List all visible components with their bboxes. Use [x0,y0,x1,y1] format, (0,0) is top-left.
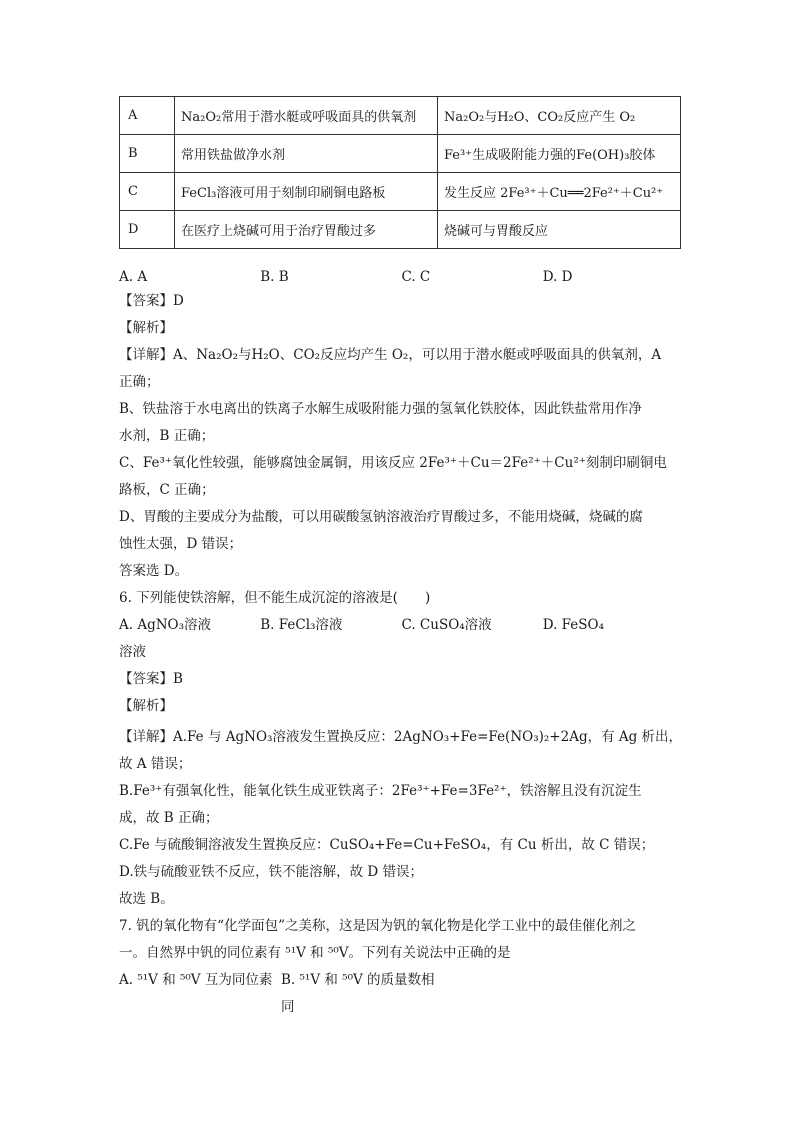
q5-detail-line: 正确； [119,374,160,390]
row-label: C [120,173,175,211]
q5-detail-line: 答案选 D。 [119,563,189,579]
row-explanation: Fe³⁺生成吸附能力强的Fe(OH)₃胶体 [438,135,681,173]
row-label: A [120,97,175,135]
q6-detail-line: 故 A 错误； [119,756,192,772]
row-explanation: 烧碱可与胃酸反应 [438,211,681,249]
row-statement: FeCl₃溶液可用于刻制印刷铜电路板 [175,173,438,211]
option-b: B. ⁵¹V 和 ⁵⁰V 的质量数相同 [281,972,435,1015]
q6-answer: 【答案】B [119,671,183,687]
option-a: A. ⁵¹V 和 ⁵⁰V 互为同位素 [119,972,273,988]
q6-detail-line: D.铁与硫酸亚铁不反应，铁不能溶解，故 D 错误； [119,864,424,880]
table-row [120,135,681,173]
q5-answer: 【答案】D [119,293,184,309]
row-explanation: 发生反应 2Fe³⁺＋Cu══2Fe²⁺＋Cu²⁺ [438,173,681,211]
q7-stem-line: 一。自然界中钒的同位素有 ⁵¹V 和 ⁵⁰V。下列有关说法中正确的是 [119,945,511,961]
q6-analysis-heading: 【解析】 [119,698,173,714]
option-d: D. D [542,269,573,285]
q5-detail-line: D、胃酸的主要成分为盐酸，可以用碳酸氢钠溶液治疗胃酸过多，不能用烧碱，烧碱的腐 [119,509,643,525]
q6-detail-line: 故选 B。 [119,891,174,907]
row-statement: Na₂O₂常用于潜水艇或呼吸面具的供氧剂 [175,97,438,135]
options-table [119,96,681,249]
q7-stem-line: 7. 钒的氧化物有“化学面包”之美称，这是因为钒的氧化物是化学工业中的最佳催化剂之 [119,918,636,934]
table-row [120,173,681,211]
option-a: A. AgNO₃溶液 [119,617,212,633]
option-c: C. CuSO₄溶液 [401,617,492,633]
q6-options-tail: 溶液 [119,644,146,660]
q5-detail-line: 水剂，B 正确； [119,428,215,444]
q5-analysis-heading: 【解析】 [119,320,173,336]
row-label: B [120,135,175,173]
option-d: D. FeSO₄ [542,617,605,633]
q7-options [119,967,684,1021]
option-b: B. FeCl₃溶液 [260,617,343,633]
q5-detail-line: 路板，C 正确； [119,482,215,498]
page [119,96,684,1021]
row-statement: 在医疗上烧碱可用于治疗胃酸过多 [175,211,438,249]
q6-detail-line: 【详解】A.Fe 与 AgNO₃溶液发生置换反应：2AgNO₃+Fe=Fe(NO₃)₂+2Ag，有 Ag 析出， [119,729,683,745]
option-a: A. A [119,269,148,285]
row-explanation: Na₂O₂与H₂O、CO₂反应产生 O₂ [438,97,681,135]
table-row [120,211,681,249]
row-statement: 常用铁盐做净水剂 [175,135,438,173]
q5-detail-line: 蚀性太强，D 错误； [119,536,243,552]
q5-detail-line: 【详解】A、Na₂O₂与H₂O、CO₂反应均产生 O₂，可以用于潜水艇或呼吸面具的供氧剂，A [119,347,662,363]
q5-detail-line: C、Fe³⁺氧化性较强，能够腐蚀金属铜，用该反应 2Fe³⁺＋Cu＝2Fe²⁺＋Cu²⁺刻制印刷铜电 [119,455,667,471]
option-c: C. C [401,269,431,285]
q6-detail-line: 成，故 B 正确； [119,810,219,826]
row-label: D [120,211,175,249]
q6-stem: 6. 下列能使铁溶解，但不能生成沉淀的溶液是( ) [119,590,431,606]
q6-detail-line: C.Fe 与硫酸铜溶液发生置换反应：CuSO₄+Fe=Cu+FeSO₄，有 Cu 析出，故 C 错误； [119,837,655,853]
q5-detail-line: B、铁盐溶于水电离出的铁离子水解生成吸附能力强的氢氧化铁胶体，因此铁盐常用作净 [119,401,642,417]
table-row [120,97,681,135]
q6-options [119,612,684,639]
q6-detail-line: B.Fe³⁺有强氧化性，能氧化铁生成亚铁离子：2Fe³⁺+Fe=3Fe²⁺，铁溶解且没有沉淀生 [119,783,642,799]
option-b: B. B [260,269,289,285]
q5-options [119,266,684,288]
